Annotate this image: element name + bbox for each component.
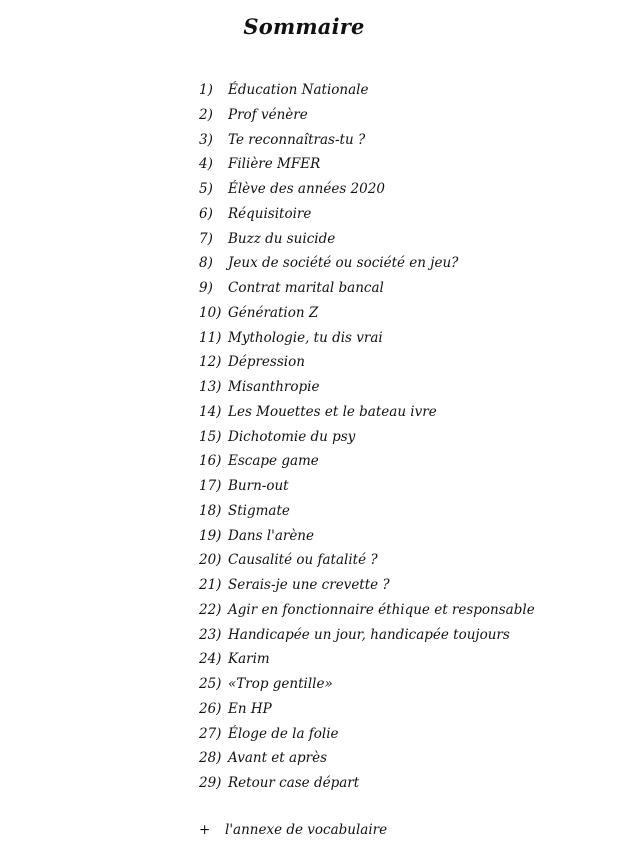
toc-item-number: 5) <box>199 181 213 197</box>
toc-item-number: 11) <box>199 329 222 346</box>
toc-item-number: 24) <box>199 651 222 668</box>
toc-item <box>199 301 535 326</box>
toc-item-label: Filière MFER <box>228 156 321 173</box>
toc-item-number: 4) <box>199 156 213 173</box>
toc-item <box>199 103 535 128</box>
toc-item-number: 6) <box>199 205 213 222</box>
toc-item-label: Dépression <box>228 354 305 371</box>
toc-item <box>199 449 535 474</box>
toc-item <box>199 177 535 202</box>
toc-item-number: 7) <box>199 230 213 247</box>
toc-item-label: Contrat marital bancal <box>228 280 384 296</box>
toc-item <box>199 598 535 623</box>
toc-item <box>199 227 535 252</box>
toc-item <box>199 672 535 697</box>
toc-item-label: En HP <box>228 700 272 717</box>
toc-item-number: 3) <box>199 131 213 148</box>
toc-item-number: 20) <box>199 552 222 569</box>
toc-item <box>199 326 535 351</box>
toc-item <box>199 375 535 400</box>
toc-item <box>199 697 535 722</box>
toc-item <box>199 573 535 598</box>
toc-item-label: Misanthropie <box>228 379 320 395</box>
toc-item-label: Avant et après <box>228 750 328 767</box>
toc-item-label: Prof vénère <box>228 106 308 123</box>
toc-item-label: Te reconnaîtras-tu ? <box>228 131 366 148</box>
toc-item-number: 22) <box>199 601 222 618</box>
toc-item-number: 10) <box>199 304 222 321</box>
toc-item <box>199 647 535 672</box>
toc-item <box>199 499 535 524</box>
toc-item-number: 16) <box>199 453 222 470</box>
toc-item-number: 23) <box>199 626 222 643</box>
toc-item <box>199 400 535 425</box>
toc-item-number: 13) <box>199 379 222 395</box>
annex-label: l'annexe de vocabulaire <box>225 822 388 838</box>
annex-entry <box>199 818 387 842</box>
toc-item <box>199 425 535 450</box>
toc-item <box>199 524 535 549</box>
toc-item-number: 29) <box>199 775 222 791</box>
toc-item <box>199 548 535 573</box>
toc-item-number: 28) <box>199 750 222 767</box>
toc-item-label: Stigmate <box>228 502 290 519</box>
toc-item <box>199 78 535 103</box>
toc-item-label: Serais-je une crevette ? <box>228 577 390 593</box>
toc-item <box>199 202 535 227</box>
toc-item-label: Escape game <box>228 453 319 470</box>
toc-item-number: 14) <box>199 403 222 420</box>
toc-item-label: Dans l'arène <box>228 527 314 544</box>
toc-item <box>199 152 535 177</box>
toc-item-label: Éducation Nationale <box>228 82 369 98</box>
page-title: Sommaire <box>243 14 365 39</box>
toc-item-label: Handicapée un jour, handicapée toujours <box>228 626 510 643</box>
toc-item-label: Buzz du suicide <box>228 230 336 247</box>
toc-item <box>199 276 535 301</box>
toc-item-number: 1) <box>199 82 213 98</box>
toc-item-number: 8) <box>199 255 213 272</box>
toc-item-label: Dichotomie du psy <box>228 428 356 445</box>
toc-item-number: 12) <box>199 354 222 371</box>
toc-item-label: Agir en fonctionnaire éthique et responsable <box>228 601 535 618</box>
toc-item-label: Causalité ou fatalité ? <box>228 552 378 569</box>
toc-item-label: Éloge de la folie <box>228 725 339 742</box>
toc-item <box>199 771 535 796</box>
toc-item <box>199 722 535 747</box>
toc-item-number: 15) <box>199 428 222 445</box>
toc-item-number: 26) <box>199 700 222 717</box>
toc-item-label: Génération Z <box>228 304 319 321</box>
toc-item <box>199 746 535 771</box>
toc-item-number: 25) <box>199 676 222 692</box>
annex-marker: + <box>199 822 211 838</box>
toc-item <box>199 623 535 648</box>
toc-item-label: Réquisitoire <box>228 205 312 222</box>
toc-item-number: 18) <box>199 502 222 519</box>
toc-item-number: 9) <box>199 280 213 296</box>
toc-item-label: Retour case départ <box>228 775 360 791</box>
toc-item-number: 19) <box>199 527 222 544</box>
toc-item-label: Élève des années 2020 <box>228 181 385 197</box>
toc-item-number: 27) <box>199 725 222 742</box>
toc-item-label: «Trop gentille» <box>228 676 333 692</box>
toc-item <box>199 251 535 276</box>
toc-item-number: 17) <box>199 478 222 494</box>
toc-item-label: Karim <box>228 651 270 668</box>
toc-item <box>199 350 535 375</box>
toc-item-label: Les Mouettes et le bateau ivre <box>228 403 437 420</box>
toc-item-number: 21) <box>199 577 222 593</box>
toc-item-label: Mythologie, tu dis vrai <box>228 329 383 346</box>
toc-item <box>199 128 535 153</box>
table-of-contents <box>199 78 535 796</box>
toc-item-label: Jeux de société ou société en jeu? <box>228 255 459 272</box>
toc-item <box>199 474 535 499</box>
toc-item-number: 2) <box>199 106 213 123</box>
toc-item-label: Burn-out <box>228 478 289 494</box>
